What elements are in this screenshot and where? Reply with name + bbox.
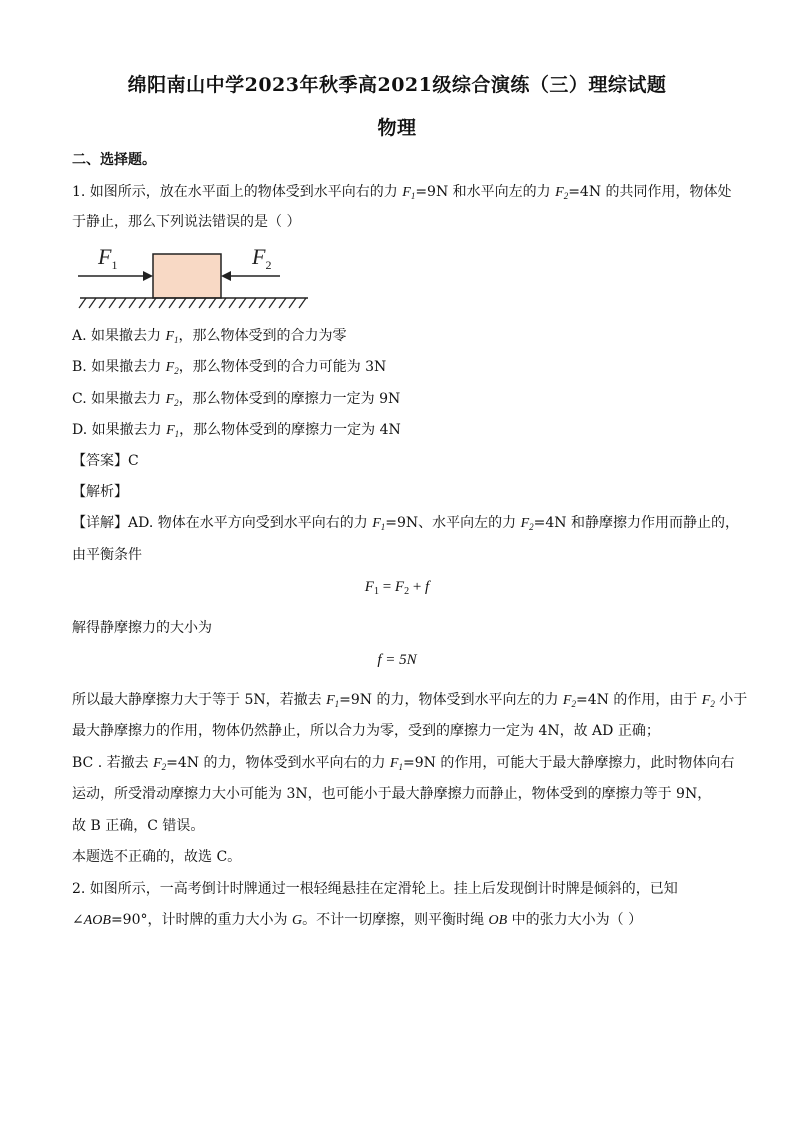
- arrow-f2: [221, 271, 280, 281]
- var-f2: $F_2$: [555, 185, 569, 201]
- var-f: $F_1$: [165, 329, 179, 345]
- var-f: $F_1$: [166, 423, 180, 439]
- q1-stem-text: =4N 的共同作用，物体处: [568, 184, 732, 200]
- detail-tag: 【详解】: [72, 515, 128, 531]
- var-f: $F_2$: [165, 360, 179, 376]
- var-f1: $F_1$: [402, 185, 416, 201]
- label-f1: $F_1$: [98, 244, 118, 272]
- q1-stem-line2: 于静止，那么下列说法错误的是（ ）: [72, 214, 301, 230]
- block: [153, 254, 221, 298]
- q1-force-diagram: [76, 240, 316, 312]
- formula-equilibrium: $F_1 = F_2 + f$: [364, 579, 430, 597]
- analysis-tag: 【解析】: [72, 484, 128, 500]
- q2-stem-line1: 2. 如图所示，一高考倒计时牌通过一根轻绳悬挂在定滑轮上。挂上后发现倒计时牌是倾斜的，已知: [72, 881, 678, 897]
- arrow-f1: [78, 271, 153, 281]
- answer-value: C: [128, 453, 139, 469]
- exam-title: 绵阳南山中学2023年秋季高2021级综合演练（三）理综试题: [127, 74, 667, 96]
- ground-hatching: [79, 298, 306, 308]
- para3-line1: BC . 若撤去 $F_2=4N$ 的力，物体受到水平向右的力 $F_1=9N$ 的作用，可能大于最大静摩擦力，此时物体向右: [72, 755, 735, 772]
- q1-stem-text: =9N 和水平向左的力: [415, 184, 556, 200]
- para2-line1: 所以最大静摩擦力大于等于 5N，若撤去 $F_1=9N$ 的力，物体受到水平向左的力 $F_2=4N$ 的作用，由于 $F_2$ 小于: [72, 692, 748, 709]
- answer-tag: 【答案】: [72, 453, 128, 469]
- q2-stem-line2: ∠AOB=90°，计时牌的重力大小为 G。不计一切摩擦，则平衡时绳 OB 中的张力大小为（ ）: [72, 912, 643, 928]
- answer-line: [72, 451, 139, 471]
- para3-line3: 故 B 正确，C 错误。: [72, 818, 205, 834]
- para3-line2: 运动，所受滑动摩擦力大小可能为 3N，也可能小于最大静摩擦力而静止，物体受到的摩擦力等于 9N，: [72, 786, 712, 802]
- conclusion: 本题选不正确的，故选 C。: [72, 849, 242, 865]
- option-d: D. 如果撤去力 $F_1$，那么物体受到的摩擦力一定为 4N: [72, 422, 401, 439]
- detail-line3: 解得静摩擦力的大小为: [72, 620, 212, 636]
- para2-line2: 最大静摩擦力的作用，物体仍然静止，所以合力为零，受到的摩擦力一定为 4N，故 AD 正确；: [72, 723, 660, 739]
- detail-line2: 由平衡条件: [72, 547, 142, 563]
- section-heading: 二、选择题。: [72, 152, 156, 168]
- option-a: A. 如果撤去力 $F_1$，那么物体受到的合力为零: [72, 328, 347, 345]
- option-c: C. 如果撤去力 $F_2$，那么物体受到的摩擦力一定为 9N: [72, 391, 401, 408]
- option-b: B. 如果撤去力 $F_2$，那么物体受到的合力可能为 3N: [72, 359, 387, 376]
- label-f2: $F_2$: [252, 244, 272, 272]
- detail-line1: 【详解】AD. 物体在水平方向受到水平向右的力 $F_1=9N$、水平向左的力 $F_2=4N$ 和静摩擦力作用而静止的，: [72, 515, 739, 532]
- formula-friction: f = 5N: [377, 652, 417, 668]
- q1-stem-text: 1. 如图所示，放在水平面上的物体受到水平向右的力: [72, 184, 403, 200]
- subject-title: 物理: [377, 117, 417, 139]
- var-f: $F_2$: [165, 392, 179, 408]
- q1-stem-line1: [72, 182, 732, 206]
